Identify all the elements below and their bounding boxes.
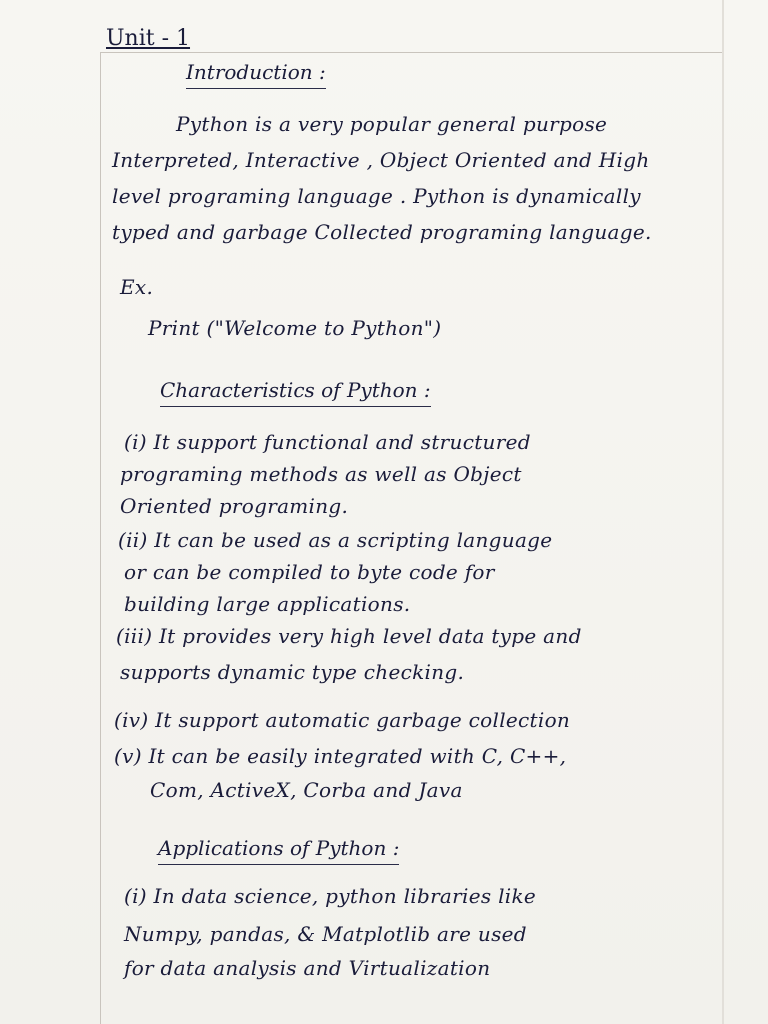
intro-line-3: level programing language . Python is dynamically bbox=[112, 184, 641, 208]
app-line-1: (i) In data science, python libraries like bbox=[124, 884, 537, 908]
char-line-4: (ii) It can be used as a scripting language bbox=[118, 528, 553, 552]
characteristics-heading: Characteristics of Python : bbox=[160, 378, 431, 407]
unit-title: Unit - 1 bbox=[106, 26, 191, 51]
app-line-2: Numpy, pandas, & Matplotlib are used bbox=[124, 922, 527, 946]
char-line-6: building large applications. bbox=[124, 592, 411, 616]
char-line-9: (iv) It support automatic garbage collection bbox=[114, 708, 571, 732]
intro-line-2: Interpreted, Interactive , Object Oriented and High bbox=[112, 148, 650, 172]
char-line-11: Com, ActiveX, Corba and Java bbox=[150, 778, 463, 802]
char-line-10: (v) It can be easily integrated with C, C++, bbox=[114, 744, 567, 768]
char-line-8: supports dynamic type checking. bbox=[120, 660, 465, 684]
example-code: Print ("Welcome to Python") bbox=[148, 316, 442, 340]
char-line-2: programing methods as well as Object bbox=[120, 462, 522, 486]
char-line-3: Oriented programing. bbox=[120, 494, 349, 518]
margin-line bbox=[100, 52, 101, 1024]
char-line-1: (i) It support functional and structured bbox=[124, 430, 531, 454]
intro-line-1: Python is a very popular general purpose bbox=[176, 112, 608, 136]
top-rule-line bbox=[100, 52, 722, 53]
introduction-heading: Introduction : bbox=[186, 60, 326, 89]
page-edge bbox=[722, 0, 724, 1024]
app-line-3: for data analysis and Virtualization bbox=[124, 956, 491, 980]
example-label: Ex. bbox=[120, 275, 154, 299]
applications-heading: Applications of Python : bbox=[158, 836, 399, 865]
char-line-7: (iii) It provides very high level data type and bbox=[116, 624, 582, 648]
char-line-5: or can be compiled to byte code for bbox=[124, 560, 495, 584]
intro-line-4: typed and garbage Collected programing language. bbox=[112, 220, 652, 244]
